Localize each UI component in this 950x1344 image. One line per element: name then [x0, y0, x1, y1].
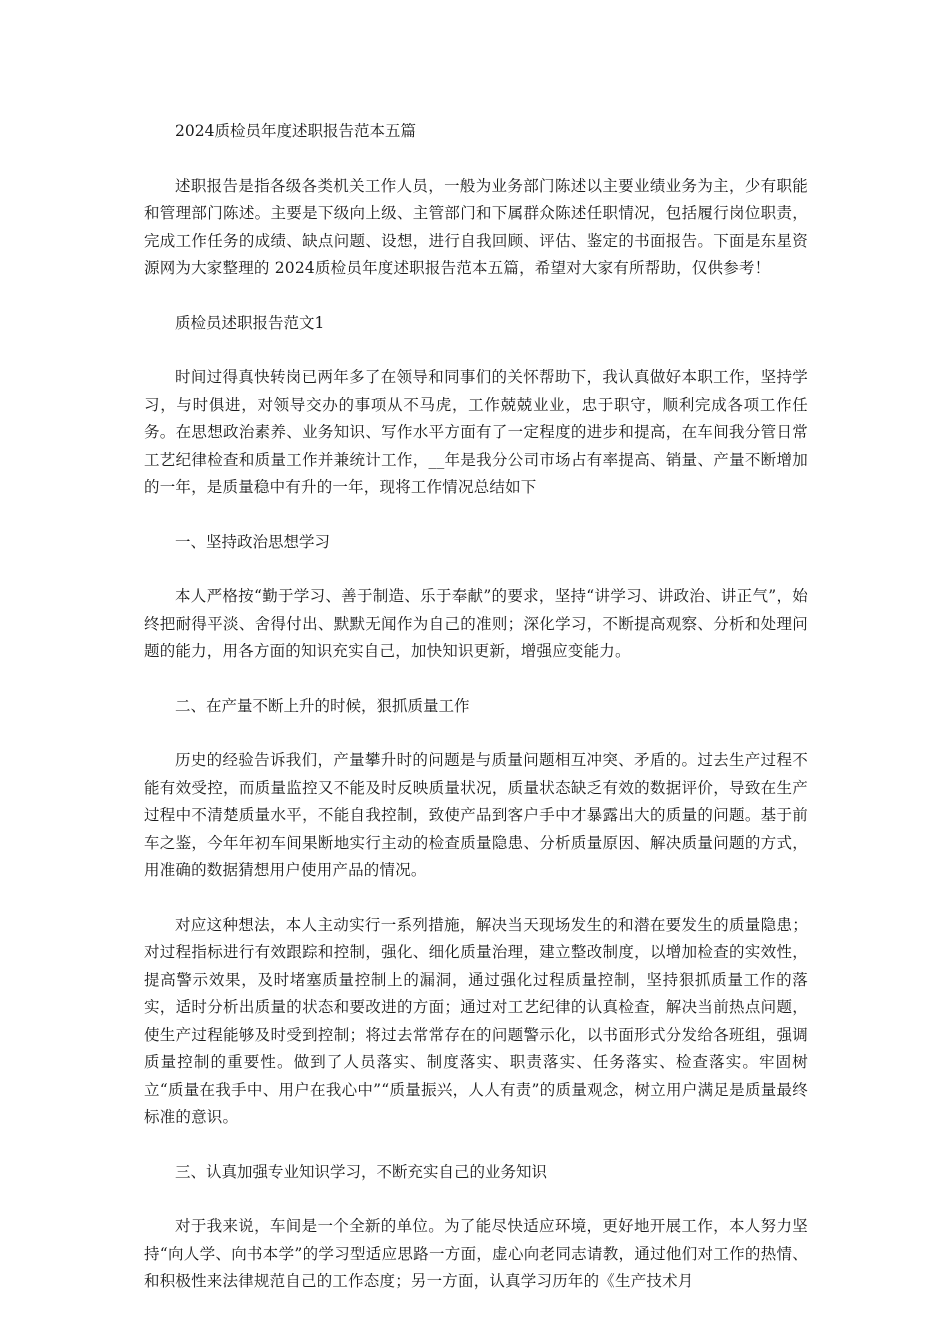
intro-paragraph: 述职报告是指各级各类机关工作人员，一般为业务部门陈述以主要业绩业务为主，少有职能和管理部门陈述。主要是下级向上级、主管部门和下属群众陈述任职情况，包括履行岗位职责，完成工作任务的成绩、缺点问题、设想，进行自我回顾、评估、鉴定的书面报告。下面是东星资源网为大家整理的 2024质检员年度述职报告范本五篇，希望对大家有所帮助，仅供参考！ — [144, 176, 808, 277]
heading-3: 三、认真加强专业知识学习，不断充实自己的业务知识 — [175, 1162, 548, 1181]
paragraph-5: 对于我来说，车间是一个全新的单位。为了能尽快适应环境，更好地开展工作，本人努力坚持“向人学、向书本学”的学习型适应思路一方面，虚心向老同志请教，通过他们对工作的热情、和积极性来法律规范自己的工作态度；另一方面，认真学习历年的《生产技术月 — [144, 1217, 808, 1290]
section-title: 质检员述职报告范文1 — [175, 313, 325, 332]
heading-1: 一、坚持政治思想学习 — [175, 532, 331, 551]
paragraph-4: 对应这种想法，本人主动实行一系列措施，解决当天现场发生的和潜在要发生的质量隐患；对过程指标进行有效跟踪和控制，强化、细化质量治理，建立整改制度，以增加检查的实效性，提高警示效果，及时堵塞质量控制上的漏洞，通过强化过程质量控制，坚持狠抓质量工作的落实，适时分析出质量的状态和要改进的方面；通过对工艺纪律的认真检查，解决当前热点问题，使生产过程能够及时受到控制；将过去常常存在的问题警示化，以书面形式分发给各班组，强调质量控制的重要性。做到了人员落实、制度落实、职责落实、任务落实、检查落实。牢固树立“质量在我手中、用户在我心中”“质量振兴，人人有责”的质量观念，树立用户满足是质量最终标准的意识。 — [144, 915, 808, 1126]
paragraph-2: 本人严格按“勤于学习、善于制造、乐于奉献”的要求，坚持“讲学习、讲政治、讲正气”，始终把耐得平淡、舍得付出、默默无闻作为自己的准则；深化学习，不断提高观察、分析和处理问题的能力，用各方面的知识充实自己，加快知识更新，增强应变能力。 — [144, 587, 808, 660]
document-title: 2024质检员年度述职报告范本五篇 — [175, 122, 416, 140]
paragraph-1: 时间过得真快转岗已两年多了在领导和同事们的关怀帮助下，我认真做好本职工作，坚持学习，与时俱进，对领导交办的事项从不马虎，工作兢兢业业，忠于职守，顺利完成各项工作任务。在思想政治素养、业务知识、写作水平方面有了一定程度的进步和提高，在车间我分管日常工艺纪律检查和质量工作并兼统计工作，__年是我分公司市场占有率提高、销量、产量不断增加的一年，是质量稳中有升的一年，现将工作情况总结如下 — [144, 368, 808, 496]
paragraph-3: 历史的经验告诉我们，产量攀升时的问题是与质量问题相互冲突、矛盾的。过去生产过程不能有效受控，而质量监控又不能及时反映质量状况，质量状态缺乏有效的数据评价，导致在生产过程中不清楚质量水平，不能自我控制，致使产品到客户手中才暴露出大的质量的问题。基于前车之鉴，今年年初车间果断地实行主动的检查质量隐患、分析质量原因、解决质量问题的方式，用准确的数据猜想用户使用产品的情况。 — [144, 751, 808, 879]
heading-2: 二、在产量不断上升的时候，狠抓质量工作 — [175, 696, 470, 715]
document-page — [144, 118, 808, 1323]
